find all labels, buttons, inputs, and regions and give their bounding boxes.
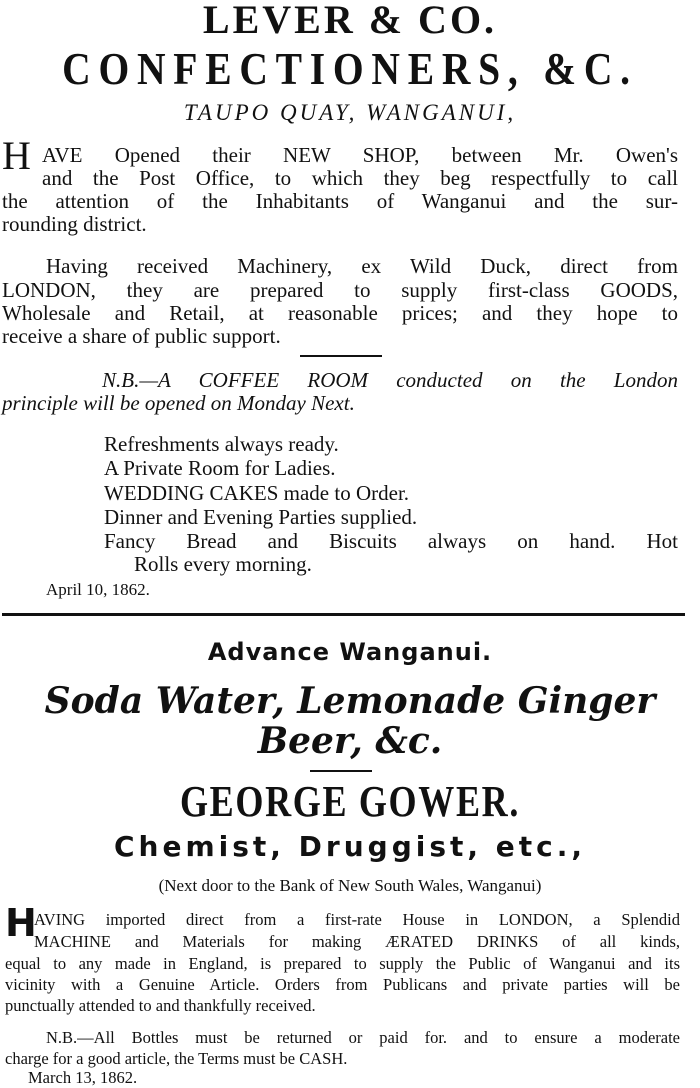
para1-line: AVE Opened their NEW SHOP, between Mr. Owen's: [42, 143, 678, 167]
firm-name: LEVER & CO.: [202, 0, 498, 42]
list-item: Refreshments always ready.: [104, 432, 339, 456]
list-item: Dinner and Evening Parties supplied.: [104, 505, 418, 529]
address-line: TAUPO QUAY, WANGANUI,: [183, 100, 517, 125]
short-rule: [300, 355, 382, 357]
trade-line: Chemist, Druggist, etc.,: [113, 830, 587, 863]
para2-line: Having received Machinery, ex Wild Duck, direct from: [46, 254, 678, 278]
ad1-date: April 10, 1862.: [46, 580, 150, 599]
products-line: Beer, &c.: [257, 720, 443, 762]
para-line: punctually attended to and thankfully received.: [5, 996, 316, 1015]
trade-heading: CONFECTIONERS, &C.: [62, 43, 638, 94]
location-line: (Next door to the Bank of New South Wales, Wanganui): [158, 876, 542, 895]
section-divider: [2, 613, 685, 616]
para1-line: and the Post Office, to which they beg respectfully to call: [42, 166, 678, 190]
products-line: Soda Water, Lemonade Ginger: [44, 680, 656, 722]
para-line: AVING imported direct from a first-rate House in LONDON, a Splendid: [34, 910, 680, 929]
list-item: Rolls every morning.: [134, 552, 312, 576]
nb-line: principle will be opened on Monday Next.: [2, 391, 355, 415]
para-line: vicinity with a Genuine Article. Orders from Publicans and private parties will be: [5, 975, 680, 994]
drop-cap: H: [2, 133, 31, 178]
nb-line: charge for a good article, the Terms must be CASH.: [5, 1049, 348, 1068]
list-item: Fancy Bread and Biscuits always on hand. Hot: [104, 529, 678, 553]
para1-line: rounding district.: [2, 212, 147, 236]
list-item: A Private Room for Ladies.: [104, 456, 336, 480]
nb-line: N.B.—All Bottles must be returned or paid for. and to ensure a moderate: [46, 1028, 680, 1047]
para2-line: LONDON, they are prepared to supply first-class GOODS,: [2, 278, 678, 302]
advance-heading: Advance Wanganui.: [207, 638, 493, 666]
para2-line: Wholesale and Retail, at reasonable prices; and they hope to: [2, 301, 678, 325]
para1-line: the attention of the Inhabitants of Wanganui and the sur-: [2, 189, 678, 213]
para2-line: receive a share of public support.: [2, 324, 281, 348]
short-rule: [310, 770, 372, 772]
drop-cap: H: [5, 901, 37, 945]
list-item: WEDDING CAKES made to Order.: [104, 481, 410, 505]
para-line: MACHINE and Materials for making ÆRATED DRINKS of all kinds,: [34, 932, 680, 951]
para-line: equal to any made in England, is prepared to supply the Public of Wanganui and its: [5, 954, 680, 973]
proprietor-name: GEORGE GOWER.: [179, 777, 521, 826]
nb-line: N.B.—A COFFEE ROOM conducted on the London: [102, 368, 678, 392]
ad2-date: March 13, 1862.: [28, 1068, 138, 1087]
